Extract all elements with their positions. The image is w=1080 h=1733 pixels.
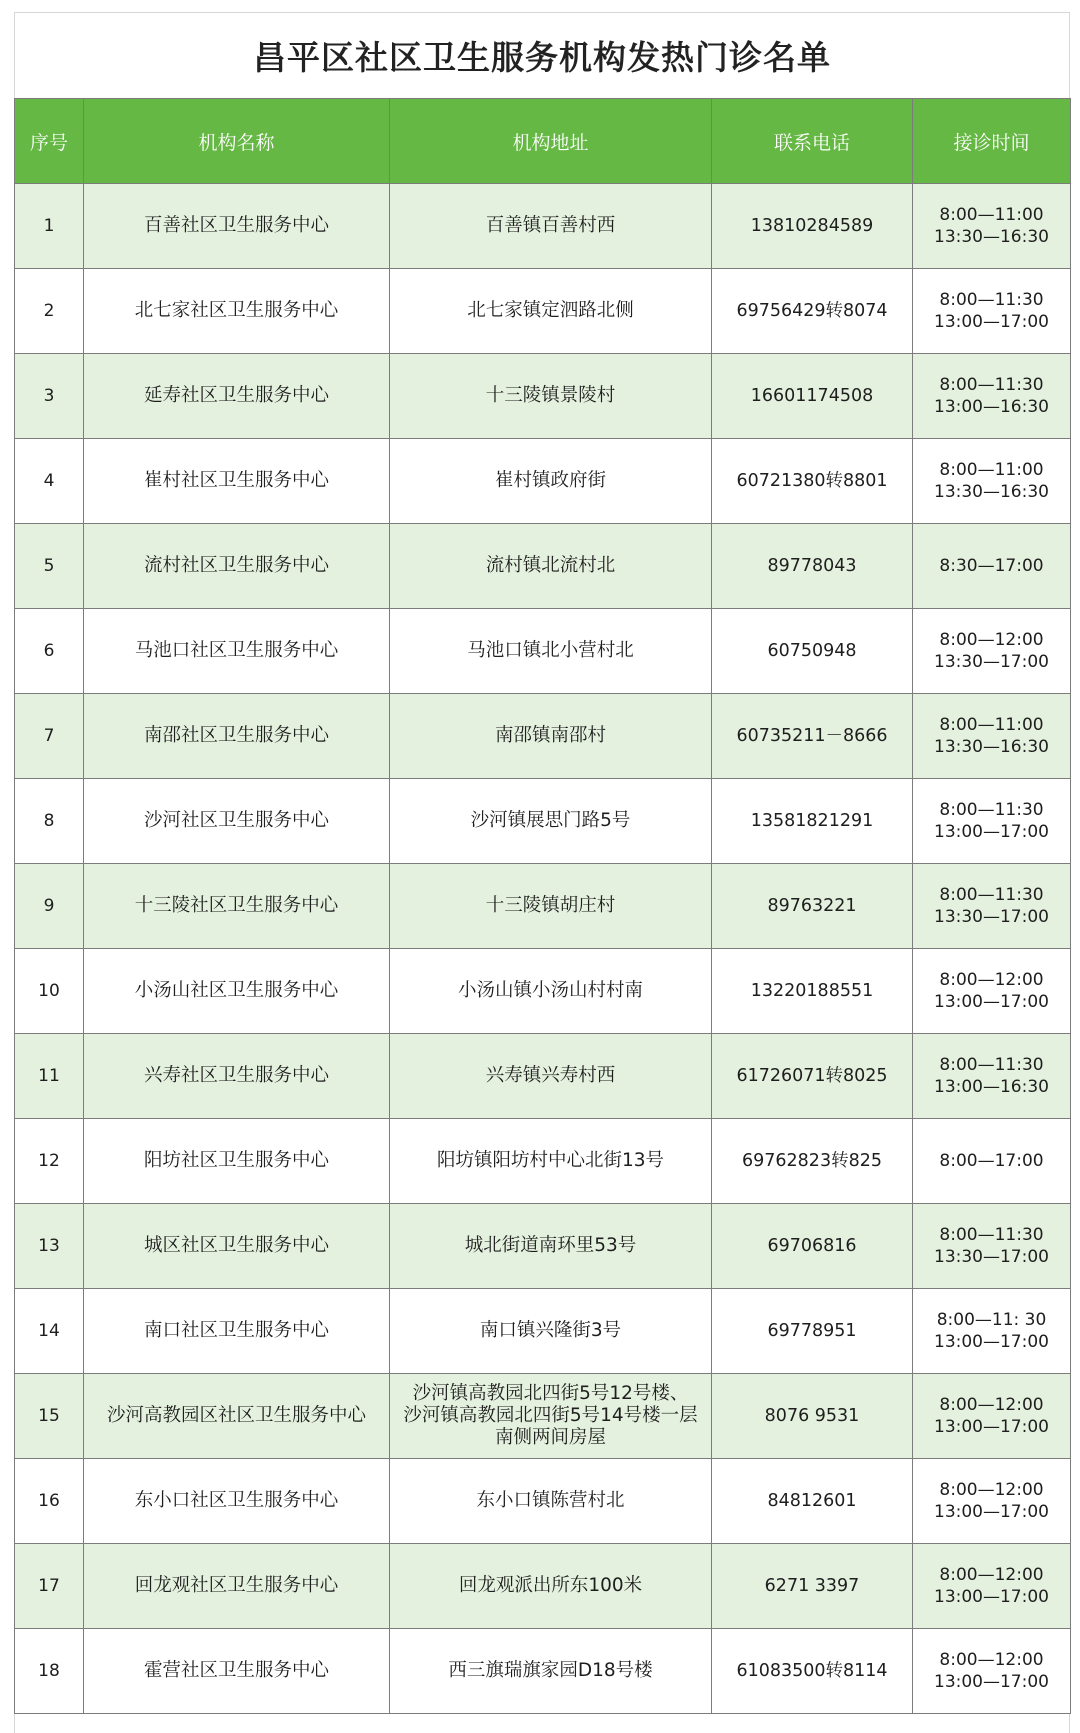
table-row bbox=[15, 864, 1071, 949]
cell-phone: 6271 3397 bbox=[712, 1544, 913, 1629]
cell-hours bbox=[913, 1629, 1071, 1714]
cell-name: 崔村社区卫生服务中心 bbox=[84, 439, 390, 524]
cell-phone: 69706816 bbox=[712, 1204, 913, 1289]
cell-hours-line: 13:30—16:30 bbox=[934, 737, 1049, 757]
cell-name: 沙河高教园区社区卫生服务中心 bbox=[84, 1374, 390, 1459]
cell-address: 崔村镇政府街 bbox=[390, 439, 712, 524]
cell-name: 城区社区卫生服务中心 bbox=[84, 1204, 390, 1289]
cell-phone: 69778951 bbox=[712, 1289, 913, 1374]
table-row bbox=[15, 1629, 1071, 1714]
cell-hours-line: 8:00—11:30 bbox=[939, 800, 1044, 820]
cell-name: 小汤山社区卫生服务中心 bbox=[84, 949, 390, 1034]
cell-no: 11 bbox=[15, 1034, 84, 1119]
cell-address: 百善镇百善村西 bbox=[390, 184, 712, 269]
cell-no: 3 bbox=[15, 354, 84, 439]
cell-hours-line: 8:00—11:30 bbox=[939, 1055, 1044, 1075]
cell-address: 马池口镇北小营村北 bbox=[390, 609, 712, 694]
cell-hours-line: 13:30—16:30 bbox=[934, 482, 1049, 502]
cell-no: 15 bbox=[15, 1374, 84, 1459]
cell-no: 17 bbox=[15, 1544, 84, 1629]
cell-name: 南邵社区卫生服务中心 bbox=[84, 694, 390, 779]
cell-hours bbox=[913, 1459, 1071, 1544]
cell-hours bbox=[913, 1544, 1071, 1629]
cell-hours-line: 13:30—17:00 bbox=[934, 652, 1049, 672]
table-row bbox=[15, 1289, 1071, 1374]
cell-hours-line: 8:00—11:30 bbox=[939, 885, 1044, 905]
cell-address: 小汤山镇小汤山村村南 bbox=[390, 949, 712, 1034]
cell-address-line: 沙河镇高教园北四街5号14号楼一层 bbox=[403, 1405, 698, 1426]
cell-hours-line: 13:30—17:00 bbox=[934, 1247, 1049, 1267]
cell-no: 1 bbox=[15, 184, 84, 269]
cell-hours bbox=[913, 1289, 1071, 1374]
cell-name: 东小口社区卫生服务中心 bbox=[84, 1459, 390, 1544]
cell-hours-line: 13:00—16:30 bbox=[934, 397, 1049, 417]
table-row bbox=[15, 1544, 1071, 1629]
table-row bbox=[15, 1459, 1071, 1544]
cell-phone: 13810284589 bbox=[712, 184, 913, 269]
cell-name: 北七家社区卫生服务中心 bbox=[84, 269, 390, 354]
cell-hours-line: 8:00—12:00 bbox=[939, 1565, 1044, 1585]
cell-phone: 69756429转8074 bbox=[712, 269, 913, 354]
cell-no: 12 bbox=[15, 1119, 84, 1204]
cell-name: 回龙观社区卫生服务中心 bbox=[84, 1544, 390, 1629]
cell-address: 十三陵镇胡庄村 bbox=[390, 864, 712, 949]
cell-address: 南口镇兴隆街3号 bbox=[390, 1289, 712, 1374]
table-row bbox=[15, 184, 1071, 269]
cell-name: 兴寿社区卫生服务中心 bbox=[84, 1034, 390, 1119]
cell-hours bbox=[913, 949, 1071, 1034]
cell-no: 14 bbox=[15, 1289, 84, 1374]
table-row bbox=[15, 609, 1071, 694]
cell-hours bbox=[913, 184, 1071, 269]
table-row bbox=[15, 1204, 1071, 1289]
cell-phone: 89778043 bbox=[712, 524, 913, 609]
cell-address: 兴寿镇兴寿村西 bbox=[390, 1034, 712, 1119]
cell-hours-line: 13:00—17:00 bbox=[934, 312, 1049, 332]
cell-hours-line: 8:00—11:00 bbox=[939, 460, 1044, 480]
cell-phone: 8076 9531 bbox=[712, 1374, 913, 1459]
cell-hours-line: 13:30—17:00 bbox=[934, 907, 1049, 927]
table-row bbox=[15, 1034, 1071, 1119]
cell-address bbox=[390, 1374, 712, 1459]
cell-address: 北七家镇定泗路北侧 bbox=[390, 269, 712, 354]
cell-hours-line: 8:00—11: 30 bbox=[936, 1310, 1047, 1330]
cell-hours-line: 13:00—17:00 bbox=[934, 1502, 1049, 1522]
cell-phone: 60735211－8666 bbox=[712, 694, 913, 779]
table-row bbox=[15, 439, 1071, 524]
cell-hours-line: 8:00—11:30 bbox=[939, 290, 1044, 310]
table-row bbox=[15, 524, 1071, 609]
cell-no: 18 bbox=[15, 1629, 84, 1714]
cell-address-line: 沙河镇高教园北四街5号12号楼、 bbox=[412, 1383, 689, 1404]
cell-hours bbox=[913, 354, 1071, 439]
cell-no: 7 bbox=[15, 694, 84, 779]
column-header-name: 机构名称 bbox=[84, 99, 390, 184]
column-header-phone: 联系电话 bbox=[712, 99, 913, 184]
cell-name: 十三陵社区卫生服务中心 bbox=[84, 864, 390, 949]
cell-phone: 84812601 bbox=[712, 1459, 913, 1544]
cell-hours bbox=[913, 1374, 1071, 1459]
cell-phone: 61083500转8114 bbox=[712, 1629, 913, 1714]
cell-no: 8 bbox=[15, 779, 84, 864]
cell-no: 16 bbox=[15, 1459, 84, 1544]
cell-name: 流村社区卫生服务中心 bbox=[84, 524, 390, 609]
cell-hours bbox=[913, 609, 1071, 694]
cell-name: 阳坊社区卫生服务中心 bbox=[84, 1119, 390, 1204]
cell-address: 流村镇北流村北 bbox=[390, 524, 712, 609]
clinic-table bbox=[14, 98, 1071, 1714]
cell-address: 沙河镇展思门路5号 bbox=[390, 779, 712, 864]
table-row bbox=[15, 779, 1071, 864]
cell-phone: 61726071转8025 bbox=[712, 1034, 913, 1119]
cell-address: 十三陵镇景陵村 bbox=[390, 354, 712, 439]
cell-hours-line: 8:00—12:00 bbox=[939, 1395, 1044, 1415]
cell-name: 延寿社区卫生服务中心 bbox=[84, 354, 390, 439]
table-body bbox=[15, 184, 1071, 1714]
cell-hours bbox=[913, 1204, 1071, 1289]
cell-hours-line: 13:00—17:00 bbox=[934, 1417, 1049, 1437]
cell-address: 西三旗瑞旗家园D18号楼 bbox=[390, 1629, 712, 1714]
cell-hours bbox=[913, 864, 1071, 949]
cell-address: 南邵镇南邵村 bbox=[390, 694, 712, 779]
cell-address: 城北街道南环里53号 bbox=[390, 1204, 712, 1289]
table-header bbox=[15, 99, 1071, 184]
cell-hours-line: 8:00—11:30 bbox=[939, 1225, 1044, 1245]
cell-phone: 60721380转8801 bbox=[712, 439, 913, 524]
cell-hours-line: 13:00—16:30 bbox=[934, 1077, 1049, 1097]
column-header-no: 序号 bbox=[15, 99, 84, 184]
cell-hours-line: 8:00—12:00 bbox=[939, 1480, 1044, 1500]
cell-no: 10 bbox=[15, 949, 84, 1034]
cell-hours-line: 13:30—16:30 bbox=[934, 227, 1049, 247]
cell-hours-line: 8:00—11:30 bbox=[939, 375, 1044, 395]
cell-hours-line: 13:00—17:00 bbox=[934, 1672, 1049, 1692]
cell-hours-line: 8:00—17:00 bbox=[939, 1151, 1044, 1171]
cell-hours-line: 13:00—17:00 bbox=[934, 1587, 1049, 1607]
cell-hours bbox=[913, 439, 1071, 524]
table-row bbox=[15, 269, 1071, 354]
cell-address: 回龙观派出所东100米 bbox=[390, 1544, 712, 1629]
cell-name: 马池口社区卫生服务中心 bbox=[84, 609, 390, 694]
document-sheet bbox=[14, 12, 1070, 1733]
cell-hours-line: 13:00—17:00 bbox=[934, 822, 1049, 842]
cell-name: 百善社区卫生服务中心 bbox=[84, 184, 390, 269]
cell-name: 霍营社区卫生服务中心 bbox=[84, 1629, 390, 1714]
cell-hours-line: 8:00—11:00 bbox=[939, 715, 1044, 735]
table-row bbox=[15, 354, 1071, 439]
cell-phone: 13220188551 bbox=[712, 949, 913, 1034]
cell-address: 阳坊镇阳坊村中心北街13号 bbox=[390, 1119, 712, 1204]
cell-hours bbox=[913, 524, 1071, 609]
column-header-address: 机构地址 bbox=[390, 99, 712, 184]
cell-hours bbox=[913, 269, 1071, 354]
cell-no: 6 bbox=[15, 609, 84, 694]
table-row bbox=[15, 694, 1071, 779]
cell-hours-line: 8:00—11:00 bbox=[939, 205, 1044, 225]
page-title: 昌平区社区卫生服务机构发热门诊名单 bbox=[253, 38, 831, 77]
cell-no: 2 bbox=[15, 269, 84, 354]
cell-name: 沙河社区卫生服务中心 bbox=[84, 779, 390, 864]
cell-hours-line: 8:00—12:00 bbox=[939, 630, 1044, 650]
cell-no: 4 bbox=[15, 439, 84, 524]
cell-hours bbox=[913, 694, 1071, 779]
cell-phone: 69762823转825 bbox=[712, 1119, 913, 1204]
cell-no: 13 bbox=[15, 1204, 84, 1289]
cell-hours-line: 8:00—12:00 bbox=[939, 970, 1044, 990]
cell-no: 5 bbox=[15, 524, 84, 609]
cell-hours-line: 8:30—17:00 bbox=[939, 556, 1044, 576]
table-row bbox=[15, 949, 1071, 1034]
cell-hours bbox=[913, 779, 1071, 864]
cell-address: 东小口镇陈营村北 bbox=[390, 1459, 712, 1544]
cell-no: 9 bbox=[15, 864, 84, 949]
cell-hours-line: 13:00—17:00 bbox=[934, 992, 1049, 1012]
cell-name: 南口社区卫生服务中心 bbox=[84, 1289, 390, 1374]
column-header-hours: 接诊时间 bbox=[913, 99, 1071, 184]
cell-hours bbox=[913, 1034, 1071, 1119]
cell-hours-line: 13:00—17:00 bbox=[934, 1332, 1049, 1352]
cell-phone: 13581821291 bbox=[712, 779, 913, 864]
cell-hours bbox=[913, 1119, 1071, 1204]
cell-phone: 89763221 bbox=[712, 864, 913, 949]
cell-hours-line: 8:00—12:00 bbox=[939, 1650, 1044, 1670]
table-row bbox=[15, 1119, 1071, 1204]
cell-phone: 60750948 bbox=[712, 609, 913, 694]
table-row bbox=[15, 1374, 1071, 1459]
cell-address-line: 南侧两间房屋 bbox=[494, 1427, 606, 1448]
cell-phone: 16601174508 bbox=[712, 354, 913, 439]
